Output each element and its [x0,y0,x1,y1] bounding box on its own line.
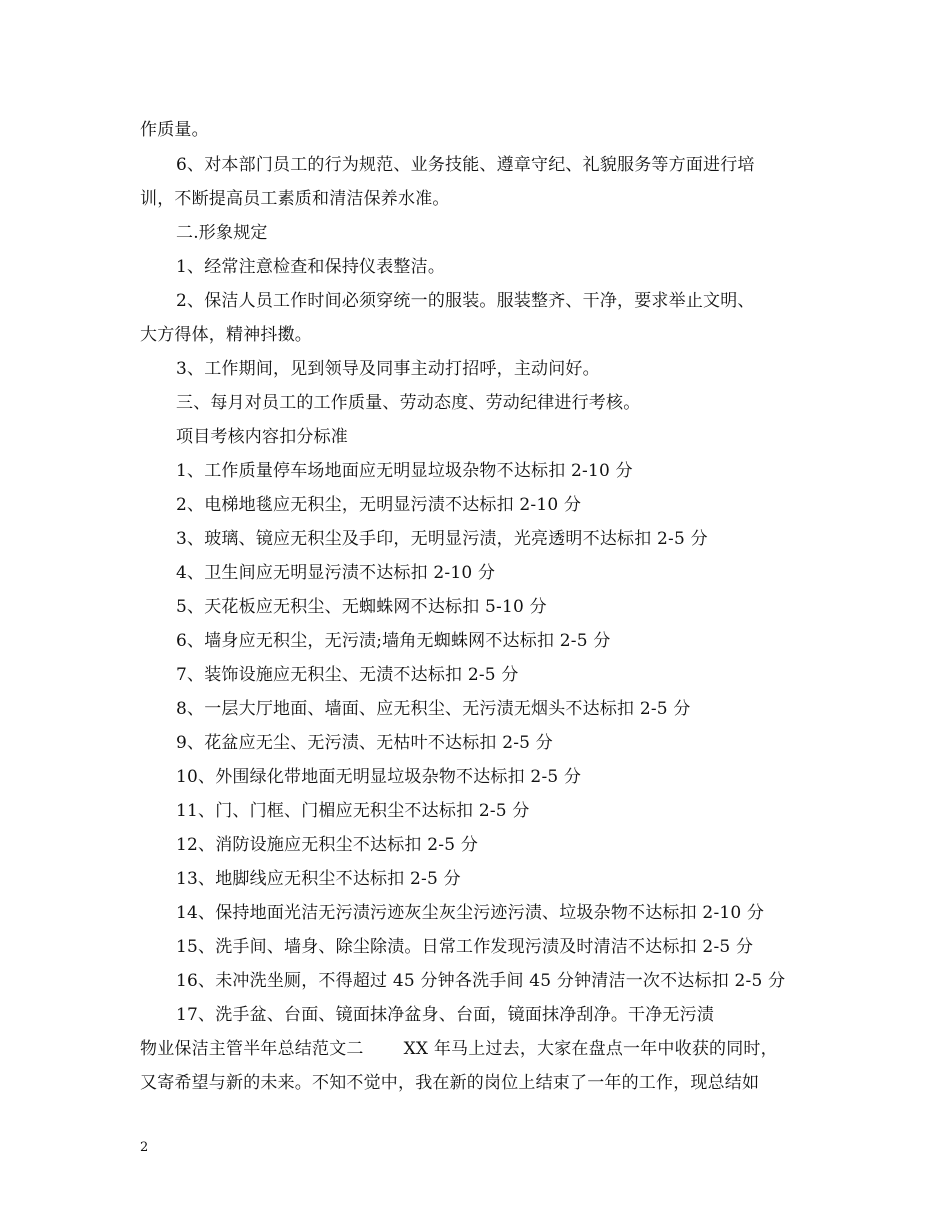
list-item: 16、未冲洗坐厕，不得超过 45 分钟各洗手间 45 分钟清洁一次不达标扣 2-5 分 [176,971,786,991]
list-item: 11、门、门框、门楣应无积尘不达标扣 2-5 分 [176,801,530,821]
list-item: 3、玻璃、镜应无积尘及手印，无明显污渍，光亮透明不达标扣 2-5 分 [176,529,708,549]
list-item: 7、装饰设施应无积尘、无渍不达标扣 2-5 分 [176,665,519,685]
list-item: 6、墙身应无积尘，无污渍;墙角无蜘蛛网不达标扣 2-5 分 [176,631,611,651]
section-intro-line [140,1039,778,1059]
list-item: 15、洗手间、墙身、除尘除渍。日常工作发现污渍及时清洁不达标扣 2-5 分 [176,937,754,957]
list-item: 14、保持地面光洁无污渍污迹灰尘灰尘污迹污渍、垃圾杂物不达标扣 2-10 分 [176,903,765,923]
page-number: 2 [140,1140,149,1155]
paragraph-line: 6、对本部门员工的行为规范、业务技能、遵章守纪、礼貌服务等方面进行培 [176,155,755,175]
table-header-line: 项目考核内容扣分标准 [176,427,348,447]
section-heading: 二.形象规定 [176,223,268,243]
paragraph-line: 1、经常注意检查和保持仪表整洁。 [176,257,446,277]
list-item: 4、卫生间应无明显污渍不达标扣 2-10 分 [176,563,496,583]
list-item: 1、工作质量停车场地面应无明显垃圾杂物不达标扣 2-10 分 [176,461,633,481]
paragraph-line: 又寄希望与新的未来。不知不觉中，我在新的岗位上结束了一年的工作，现总结如 [140,1073,760,1093]
list-item: 10、外围绿化带地面无明显垃圾杂物不达标扣 2-5 分 [176,767,582,787]
list-item: 17、洗手盆、台面、镜面抹净盆身、台面，镜面抹净刮净。干净无污渍 [176,1005,715,1025]
paragraph-line: 大方得体，精神抖擞。 [140,325,312,345]
list-item: 8、一层大厅地面、墙面、应无积尘、无污渍无烟头不达标扣 2-5 分 [176,699,691,719]
section-lead: XX 年马上过去，大家在盘点一年中收获的同时， [403,1039,778,1059]
paragraph-line: 3、工作期间，见到领导及同事主动打招呼，主动问好。 [176,359,600,379]
section-title: 物业保洁主管半年总结范文二 [140,1039,364,1059]
list-item: 5、天花板应无积尘、无蜘蛛网不达标扣 5-10 分 [176,597,547,617]
list-item: 13、地脚线应无积尘不达标扣 2-5 分 [176,869,461,889]
paragraph-line: 训，不断提高员工素质和清洁保养水准。 [140,189,450,209]
section-heading: 三、每月对员工的工作质量、劳动态度、劳动纪律进行考核。 [176,393,641,413]
paragraph-line: 2、保洁人员工作时间必须穿统一的服装。服装整齐、干净，要求举止文明、 [176,291,755,311]
list-item: 2、电梯地毯应无积尘，无明显污渍不达标扣 2-10 分 [176,495,582,515]
paragraph-line: 作质量。 [140,120,209,140]
list-item: 9、花盆应无尘、无污渍、无枯叶不达标扣 2-5 分 [176,733,553,753]
list-item: 12、消防设施应无积尘不达标扣 2-5 分 [176,835,479,855]
